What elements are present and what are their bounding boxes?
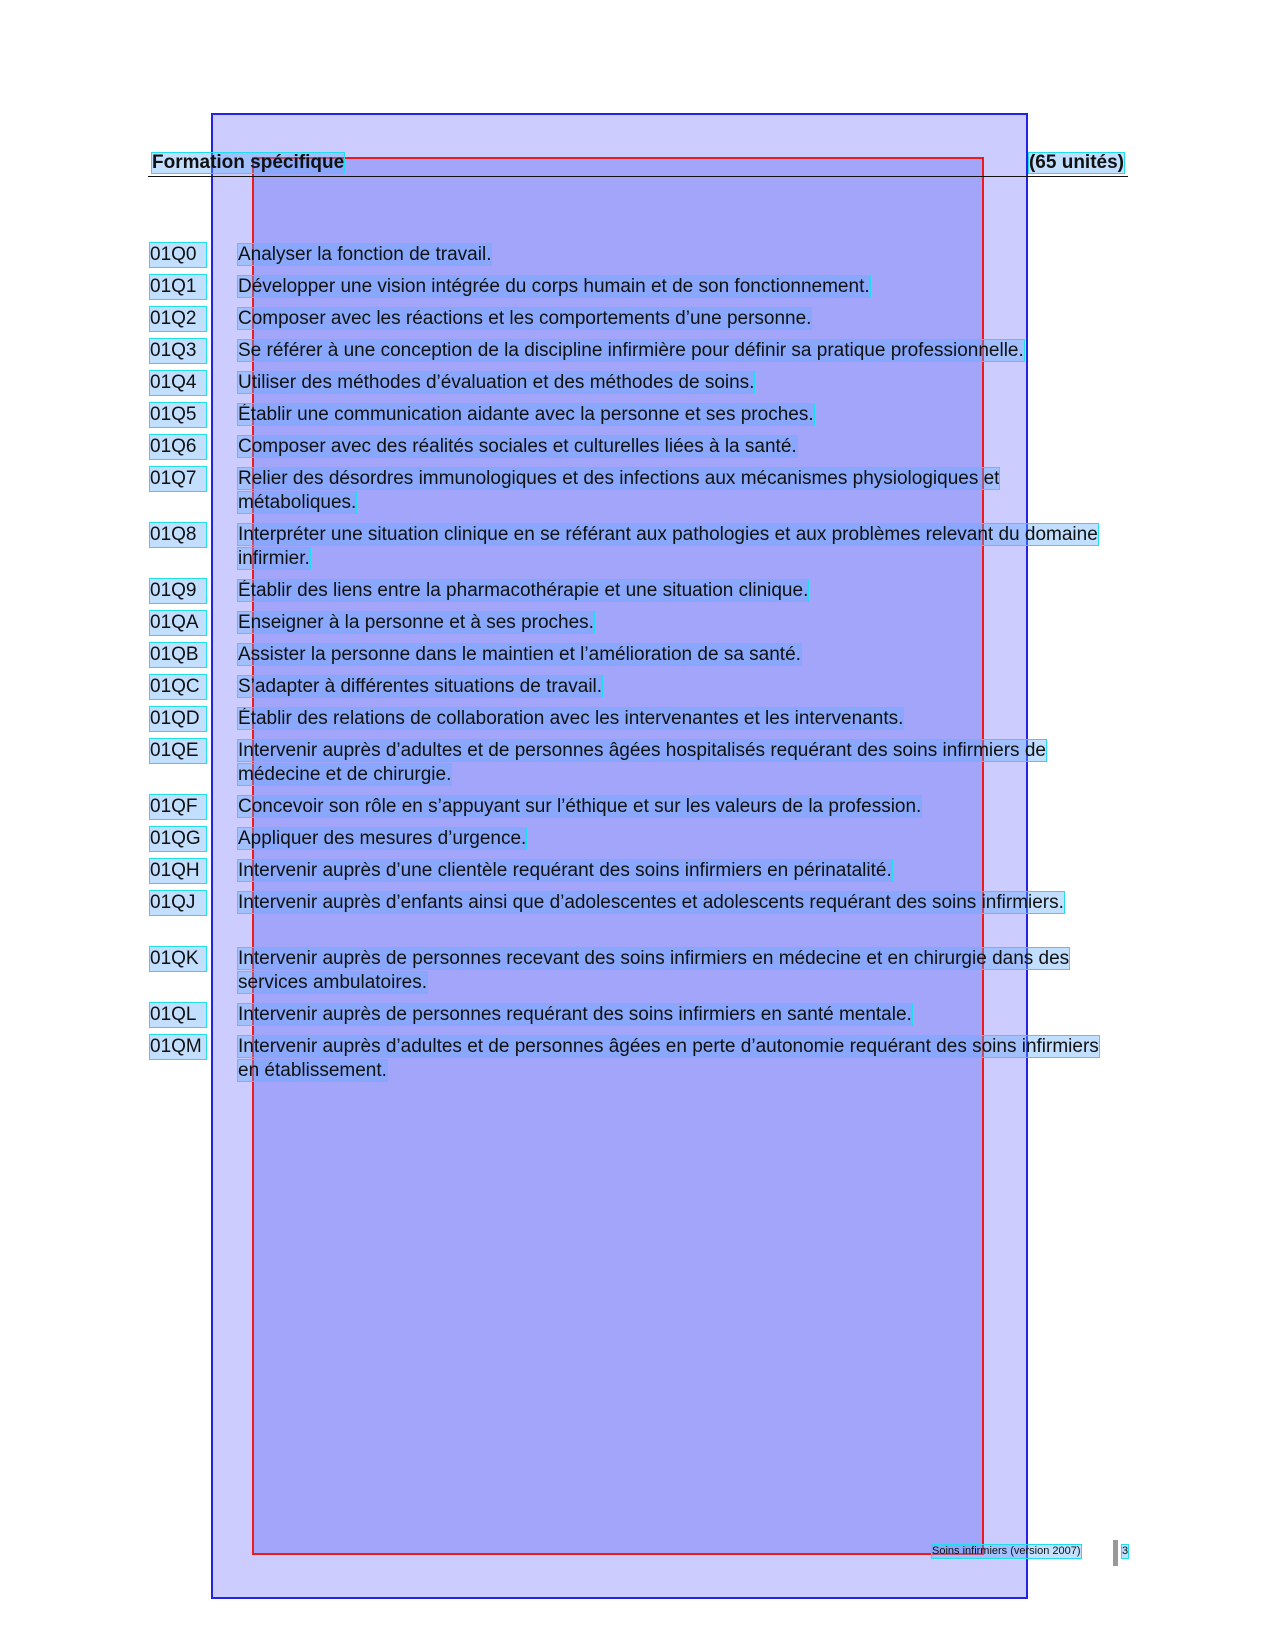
course-title-block [238,435,1118,459]
course-code: 01Q5 [150,403,206,427]
course-code: 01QL [150,1003,206,1027]
course-code: 01QM [150,1035,206,1059]
course-title-block [238,1003,1118,1027]
course-code: 01Q7 [150,467,206,491]
course-title: S’adapter à différentes situations de travail. [238,676,603,697]
course-title: Établir des liens entre la pharmacothérapie et une situation clinique. [238,580,809,601]
course-title-block [238,891,1118,915]
course-title-block [238,707,1118,731]
course-title-block [238,795,1118,819]
course-title: Concevoir son rôle en s’appuyant sur l’éthique et sur les valeurs de la profession. [238,796,922,817]
course-code: 01QK [150,947,206,971]
course-code: 01QE [150,739,206,763]
course-title: Établir une communication aidante avec la personne et ses proches. [238,404,814,425]
course-code: 01Q3 [150,339,206,363]
page-number: 3 [1122,1545,1129,1557]
inner-layout-frame [252,157,984,1555]
course-title-block [238,675,1118,699]
course-code: 01Q4 [150,371,206,395]
course-title-block [238,307,1118,331]
section-header [148,150,1128,177]
footer-separator [1113,1540,1118,1566]
course-title-block [238,739,1118,787]
course-title-block [238,403,1118,427]
course-title-block [238,611,1118,635]
course-title-block [238,523,1118,571]
course-title-block [238,371,1118,395]
course-title-block [238,467,1118,515]
course-title: Intervenir auprès d’adultes et de personnes âgées en perte d’autonomie requérant des soins infirmiers en établissement. [238,1036,1099,1081]
course-code: 01QH [150,859,206,883]
course-title: Composer avec des réalités sociales et culturelles liées à la santé. [238,436,797,457]
course-title: Établir des relations de collaboration avec les intervenantes et les intervenants. [238,708,904,729]
course-code: 01Q0 [150,243,206,267]
course-code: 01QF [150,795,206,819]
course-title: Interpréter une situation clinique en se référant aux pathologies et aux problèmes relevant du domaine infirmier. [238,524,1098,569]
course-title-block [238,827,1118,851]
course-title: Intervenir auprès d’une clientèle requérant des soins infirmiers en périnatalité. [238,860,892,881]
course-code: 01Q1 [150,275,206,299]
course-title: Intervenir auprès d’adultes et de personnes âgées hospitalisés requérant des soins infirmiers de médecine et de chirurgie. [238,740,1046,785]
course-code: 01Q6 [150,435,206,459]
course-title-block [238,243,1118,267]
footer-text: Soins infirmiers (version 2007) [932,1545,1081,1557]
course-title: Intervenir auprès d’enfants ainsi que d’adolescentes et adolescents requérant des soins infirmiers. [238,892,1064,913]
course-title-block [238,859,1118,883]
course-title-block [238,275,1118,299]
course-title-block [238,947,1118,995]
course-title: Relier des désordres immunologiques et des infections aux mécanismes physiologiques et métaboliques. [238,468,1000,513]
course-code: 01Q2 [150,307,206,331]
section-title: Formation spécifique [152,152,345,173]
course-title: Enseigner à la personne et à ses proches. [238,612,594,633]
course-title: Composer avec les réactions et les comportements d’une personne. [238,308,812,329]
course-code: 01QC [150,675,206,699]
course-title: Intervenir auprès de personnes recevant des soins infirmiers en médecine et en chirurgie dans des services ambulatoires. [238,948,1070,993]
course-code: 01QD [150,707,206,731]
course-title: Analyser la fonction de travail. [238,244,492,265]
course-title-block [238,339,1118,363]
course-title-block [238,579,1118,603]
course-title: Assister la personne dans le maintien et l’amélioration de sa santé. [238,644,801,665]
course-code: 01QA [150,611,206,635]
course-title: Développer une vision intégrée du corps humain et de son fonctionnement. [238,276,870,297]
course-title: Se référer à une conception de la discipline infirmière pour définir sa pratique professionnelle. [238,340,1024,361]
course-code: 01Q8 [150,523,206,547]
course-code: 01QB [150,643,206,667]
course-title: Appliquer des mesures d’urgence. [238,828,527,849]
course-title: Intervenir auprès de personnes requérant des soins infirmiers en santé mentale. [238,1004,912,1025]
course-title-block [238,1035,1118,1083]
course-code: 01QG [150,827,206,851]
course-code: 01QJ [150,891,206,915]
section-units: (65 unités) [1028,152,1124,173]
course-title: Utiliser des méthodes d’évaluation et des méthodes de soins. [238,372,755,393]
course-code: 01Q9 [150,579,206,603]
course-title-block [238,643,1118,667]
